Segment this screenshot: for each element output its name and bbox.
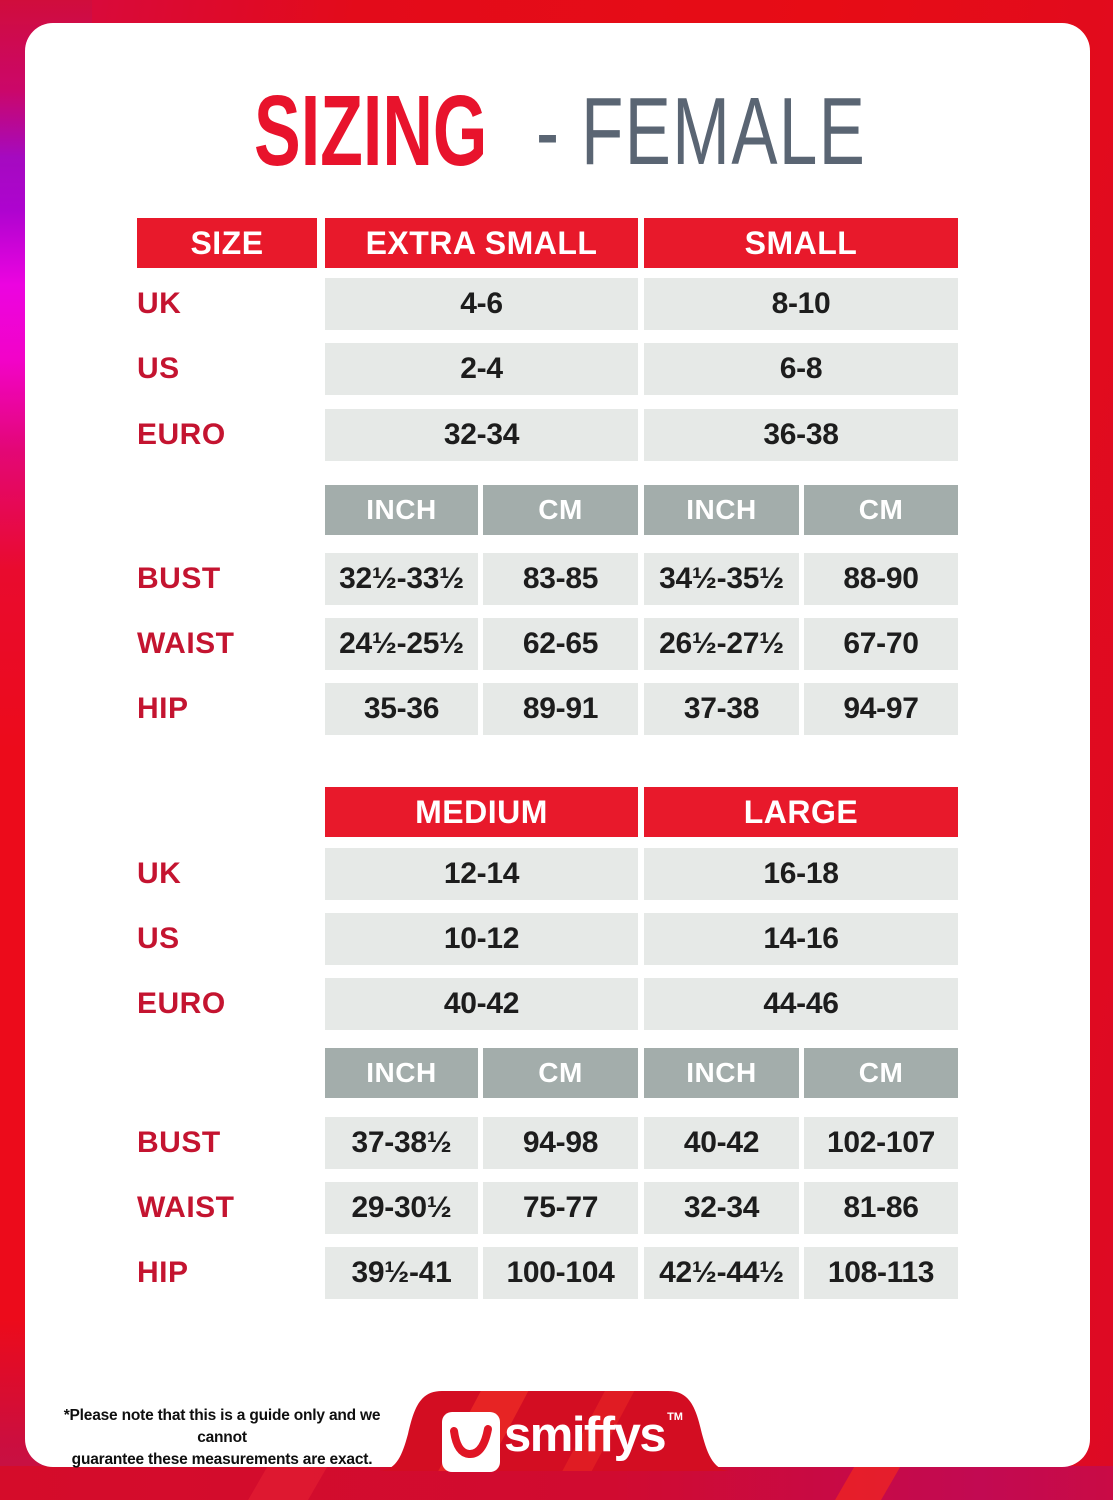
cell-bust-s-inch: 34½-35½ (644, 553, 799, 605)
table1-header-row (137, 218, 958, 268)
row-label-euro: EURO (137, 418, 226, 451)
smile-icon (442, 1412, 500, 1472)
table2-column-medium: MEDIUM (325, 787, 638, 837)
unit-header-cm: CM (804, 1048, 958, 1098)
row-label-us: US (137, 922, 180, 955)
unit-header-inch: INCH (644, 1048, 799, 1098)
title-primary-wrap (253, 75, 510, 187)
spacer (137, 485, 325, 535)
cell-waist-m-inch: 29-30½ (325, 1182, 478, 1234)
content-card (25, 23, 1090, 1467)
row-label-waist: WAIST (137, 627, 235, 660)
cell-hip-l-cm: 108-113 (804, 1247, 958, 1299)
cell-bust-xs-inch: 32½-33½ (325, 553, 478, 605)
cell-waist-s-cm: 67-70 (804, 618, 958, 670)
unit-header-inch: INCH (325, 485, 478, 535)
table1-row-euro (137, 409, 958, 461)
unit-header-inch: INCH (644, 485, 799, 535)
unit-header-inch: INCH (325, 1048, 478, 1098)
cell-euro-xs: 32-34 (325, 409, 638, 461)
table1-row-bust (137, 553, 958, 605)
cell-hip-xs-cm: 89-91 (483, 683, 638, 735)
spacer (137, 1048, 325, 1098)
cell-waist-m-cm: 75-77 (483, 1182, 638, 1234)
cell-hip-s-cm: 94-97 (804, 683, 958, 735)
row-label-uk: UK (137, 857, 182, 890)
brand-wordmark (504, 1406, 683, 1464)
table2-row-euro (137, 978, 958, 1030)
cell-uk-s: 8-10 (644, 278, 958, 330)
cell-us-m: 10-12 (325, 913, 638, 965)
cell-uk-m: 12-14 (325, 848, 638, 900)
brand-logo-tab (370, 1386, 740, 1500)
cell-waist-l-inch: 32-34 (644, 1182, 799, 1234)
cell-us-s: 6-8 (644, 343, 958, 395)
table1-column-small: SMALL (644, 218, 958, 268)
cell-hip-l-inch: 42½-44½ (644, 1247, 799, 1299)
cell-bust-m-inch: 37-38½ (325, 1117, 478, 1169)
title-secondary: - FEMALE (535, 78, 866, 185)
table2-column-large: LARGE (644, 787, 958, 837)
cell-uk-xs: 4-6 (325, 278, 638, 330)
light-streak (238, 1466, 333, 1500)
cell-waist-s-inch: 26½-27½ (644, 618, 799, 670)
cell-euro-l: 44-46 (644, 978, 958, 1030)
table2-unit-header-row (137, 1048, 958, 1098)
row-label-hip: HIP (137, 692, 189, 725)
cell-bust-s-cm: 88-90 (804, 553, 958, 605)
table1-column-extra-small: EXTRA SMALL (325, 218, 638, 268)
table2-header-row (137, 787, 958, 837)
cell-euro-m: 40-42 (325, 978, 638, 1030)
table2-row-waist (137, 1182, 958, 1234)
unit-header-cm: CM (804, 485, 958, 535)
smile-arc (449, 1423, 493, 1461)
row-label-bust: BUST (137, 1126, 221, 1159)
table1-unit-header-row (137, 485, 958, 535)
footer-note-line1: *Please note that this is a guide only and we cannot (63, 1407, 381, 1446)
row-label-us: US (137, 352, 180, 385)
footer-note (47, 1405, 397, 1471)
cell-us-l: 14-16 (644, 913, 958, 965)
cell-hip-s-inch: 37-38 (644, 683, 799, 735)
table1-row-waist (137, 618, 958, 670)
cell-euro-s: 36-38 (644, 409, 958, 461)
footer-note-line2: guarantee these measurements are exact. (71, 1451, 373, 1468)
cell-hip-m-inch: 39½-41 (325, 1247, 478, 1299)
cell-bust-l-cm: 102-107 (804, 1117, 958, 1169)
light-streak (825, 1466, 906, 1500)
row-label-hip: HIP (137, 1256, 189, 1289)
row-label-waist: WAIST (137, 1191, 235, 1224)
cell-waist-xs-inch: 24½-25½ (325, 618, 478, 670)
table2-row-uk (137, 848, 958, 900)
trademark-symbol: TM (667, 1411, 683, 1423)
row-label-uk: UK (137, 287, 182, 320)
row-label-bust: BUST (137, 562, 221, 595)
cell-uk-l: 16-18 (644, 848, 958, 900)
spacer (137, 787, 325, 837)
table1-row-hip (137, 683, 958, 735)
row-label-euro: EURO (137, 987, 226, 1020)
cell-bust-xs-cm: 83-85 (483, 553, 638, 605)
table1-row-uk (137, 278, 958, 330)
cell-bust-m-cm: 94-98 (483, 1117, 638, 1169)
unit-header-cm: CM (483, 485, 638, 535)
table1-size-header-cell: SIZE (137, 218, 317, 268)
cell-waist-xs-cm: 62-65 (483, 618, 638, 670)
page-title (25, 75, 1090, 187)
table2-row-us (137, 913, 958, 965)
table2-row-bust (137, 1117, 958, 1169)
table2-row-hip (137, 1247, 958, 1299)
cell-us-xs: 2-4 (325, 343, 638, 395)
brand-name: smiffys (504, 1408, 666, 1462)
unit-header-cm: CM (483, 1048, 638, 1098)
cell-bust-l-inch: 40-42 (644, 1117, 799, 1169)
cell-hip-m-cm: 100-104 (483, 1247, 638, 1299)
table1-row-us (137, 343, 958, 395)
title-secondary-wrap (535, 78, 866, 185)
cell-hip-xs-inch: 35-36 (325, 683, 478, 735)
cell-waist-l-cm: 81-86 (804, 1182, 958, 1234)
title-primary: SIZING (253, 75, 487, 187)
